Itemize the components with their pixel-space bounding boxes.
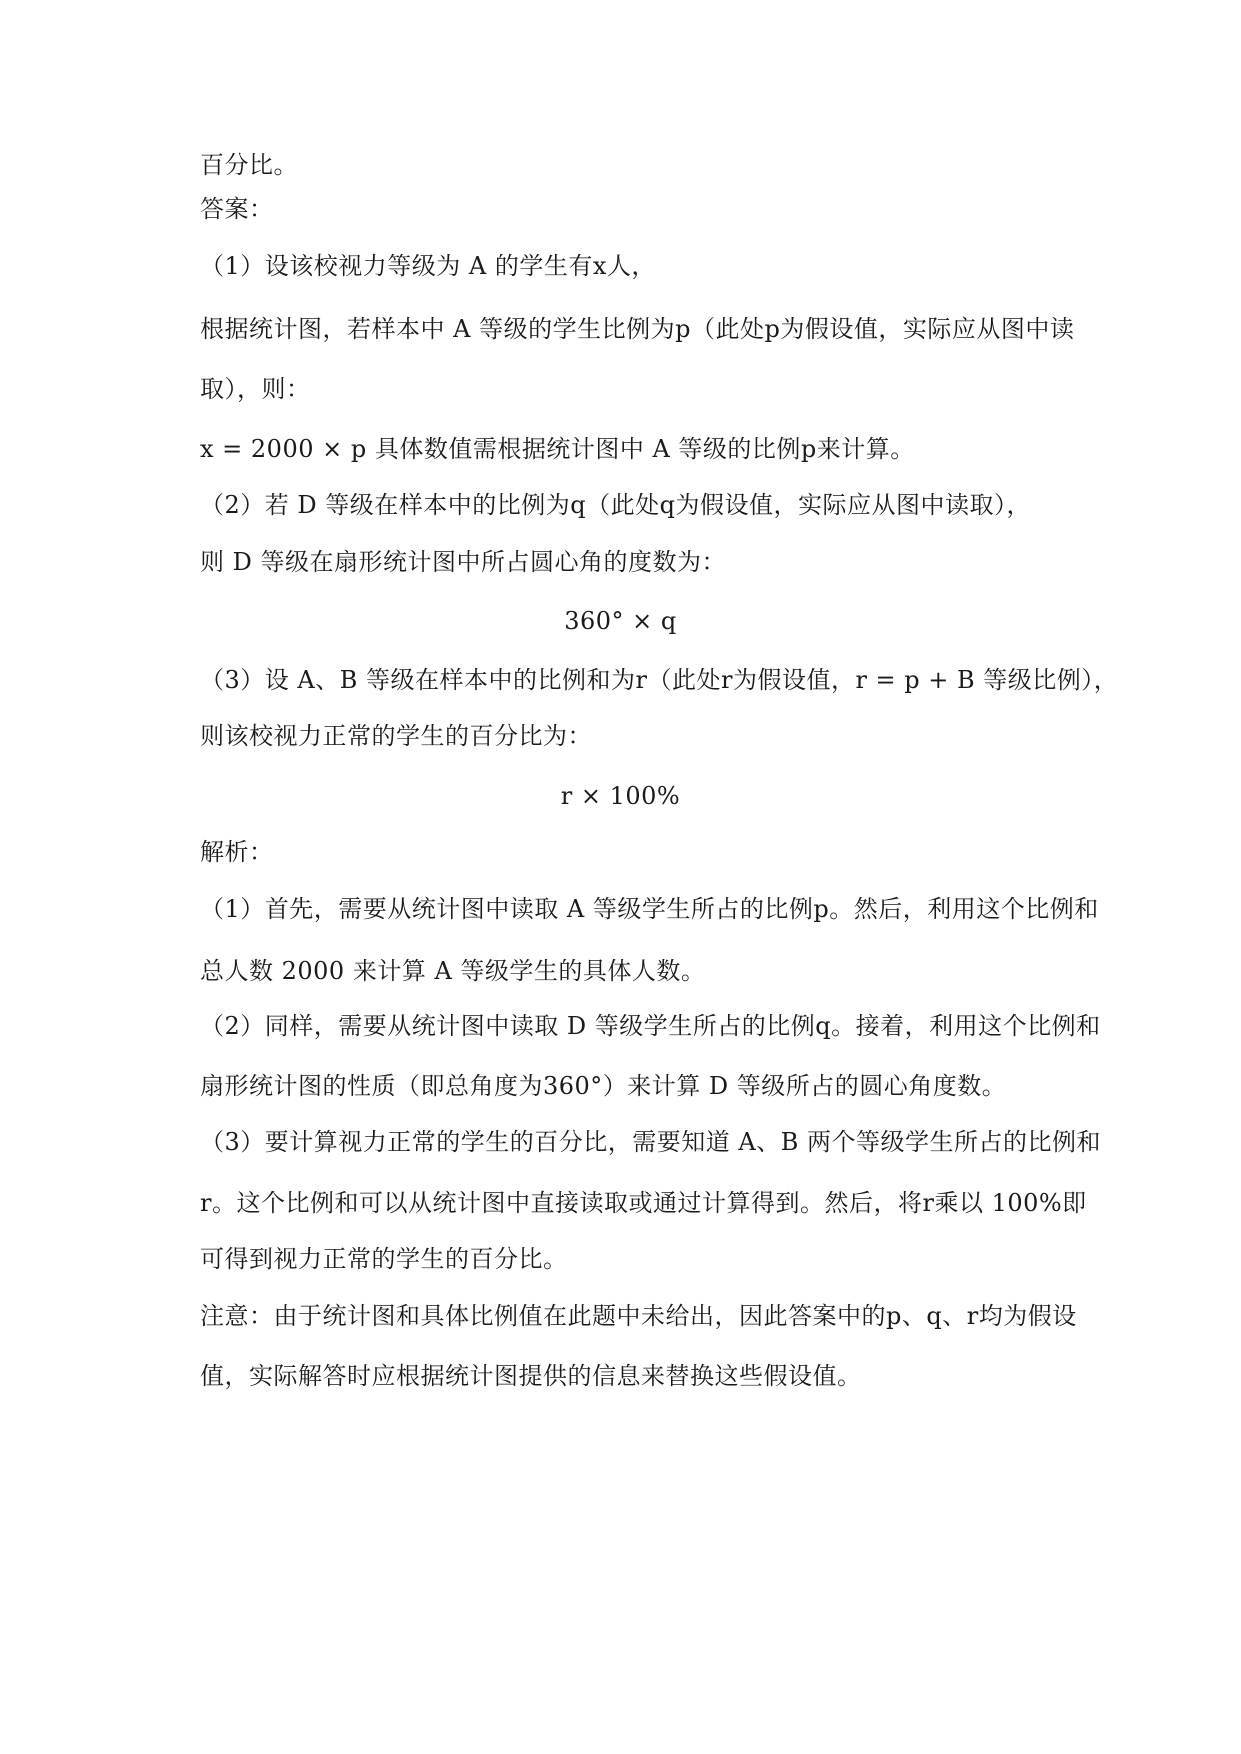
text-line: 则该校视力正常的学生的百分比为： <box>200 722 592 750</box>
text-line: 扇形统计图的性质（即总角度为360°）来计算 D 等级所占的圆心角度数。 <box>200 1072 1007 1100</box>
text-line: 可得到视力正常的学生的百分比。 <box>200 1245 568 1273</box>
text-line: （2）若 D 等级在样本中的比例为q（此处q为假设值，实际应从图中读取）， <box>200 491 1031 519</box>
text-line: 百分比。 <box>200 151 298 179</box>
formula-line: x = 2000 × p 具体数值需根据统计图中 A 等级的比例p来计算。 <box>200 435 915 463</box>
formula-centered: r × 100% <box>560 782 681 810</box>
text-line: （1）设该校视力等级为 A 的学生有x人， <box>200 252 656 280</box>
text-line: 取），则： <box>200 375 311 403</box>
analysis-heading: 解析： <box>200 838 274 866</box>
text-line: （3）设 A、B 等级在样本中的比例和为r（此处r为假设值，r = p + B 等级比例）， <box>200 666 1119 694</box>
text-line: （2）同样，需要从统计图中读取 D 等级学生所占的比例q。接着，利用这个比例和 <box>200 1012 1101 1040</box>
text-line: 总人数 2000 来计算 A 等级学生的具体人数。 <box>200 957 706 985</box>
text-line: （1）首先，需要从统计图中读取 A 等级学生所占的比例p。然后，利用这个比例和 <box>200 895 1099 923</box>
note-line: 值，实际解答时应根据统计图提供的信息来替换这些假设值。 <box>200 1362 862 1390</box>
text-line: 则 D 等级在扇形统计图中所占圆心角的度数为： <box>200 548 726 576</box>
note-line: 注意：由于统计图和具体比例值在此题中未给出，因此答案中的p、q、r均为假设 <box>200 1302 1077 1330</box>
text-line: （3）要计算视力正常的学生的百分比，需要知道 A、B 两个等级学生所占的比例和 <box>200 1128 1101 1156</box>
answer-heading: 答案： <box>200 195 274 223</box>
text-line: r。这个比例和可以从统计图中直接读取或通过计算得到。然后，将r乘以 100%即 <box>200 1189 1087 1217</box>
text-line: 根据统计图，若样本中 A 等级的学生比例为p（此处p为假设值，实际应从图中读 <box>200 315 1075 343</box>
formula-centered: 360° × q <box>564 607 677 635</box>
